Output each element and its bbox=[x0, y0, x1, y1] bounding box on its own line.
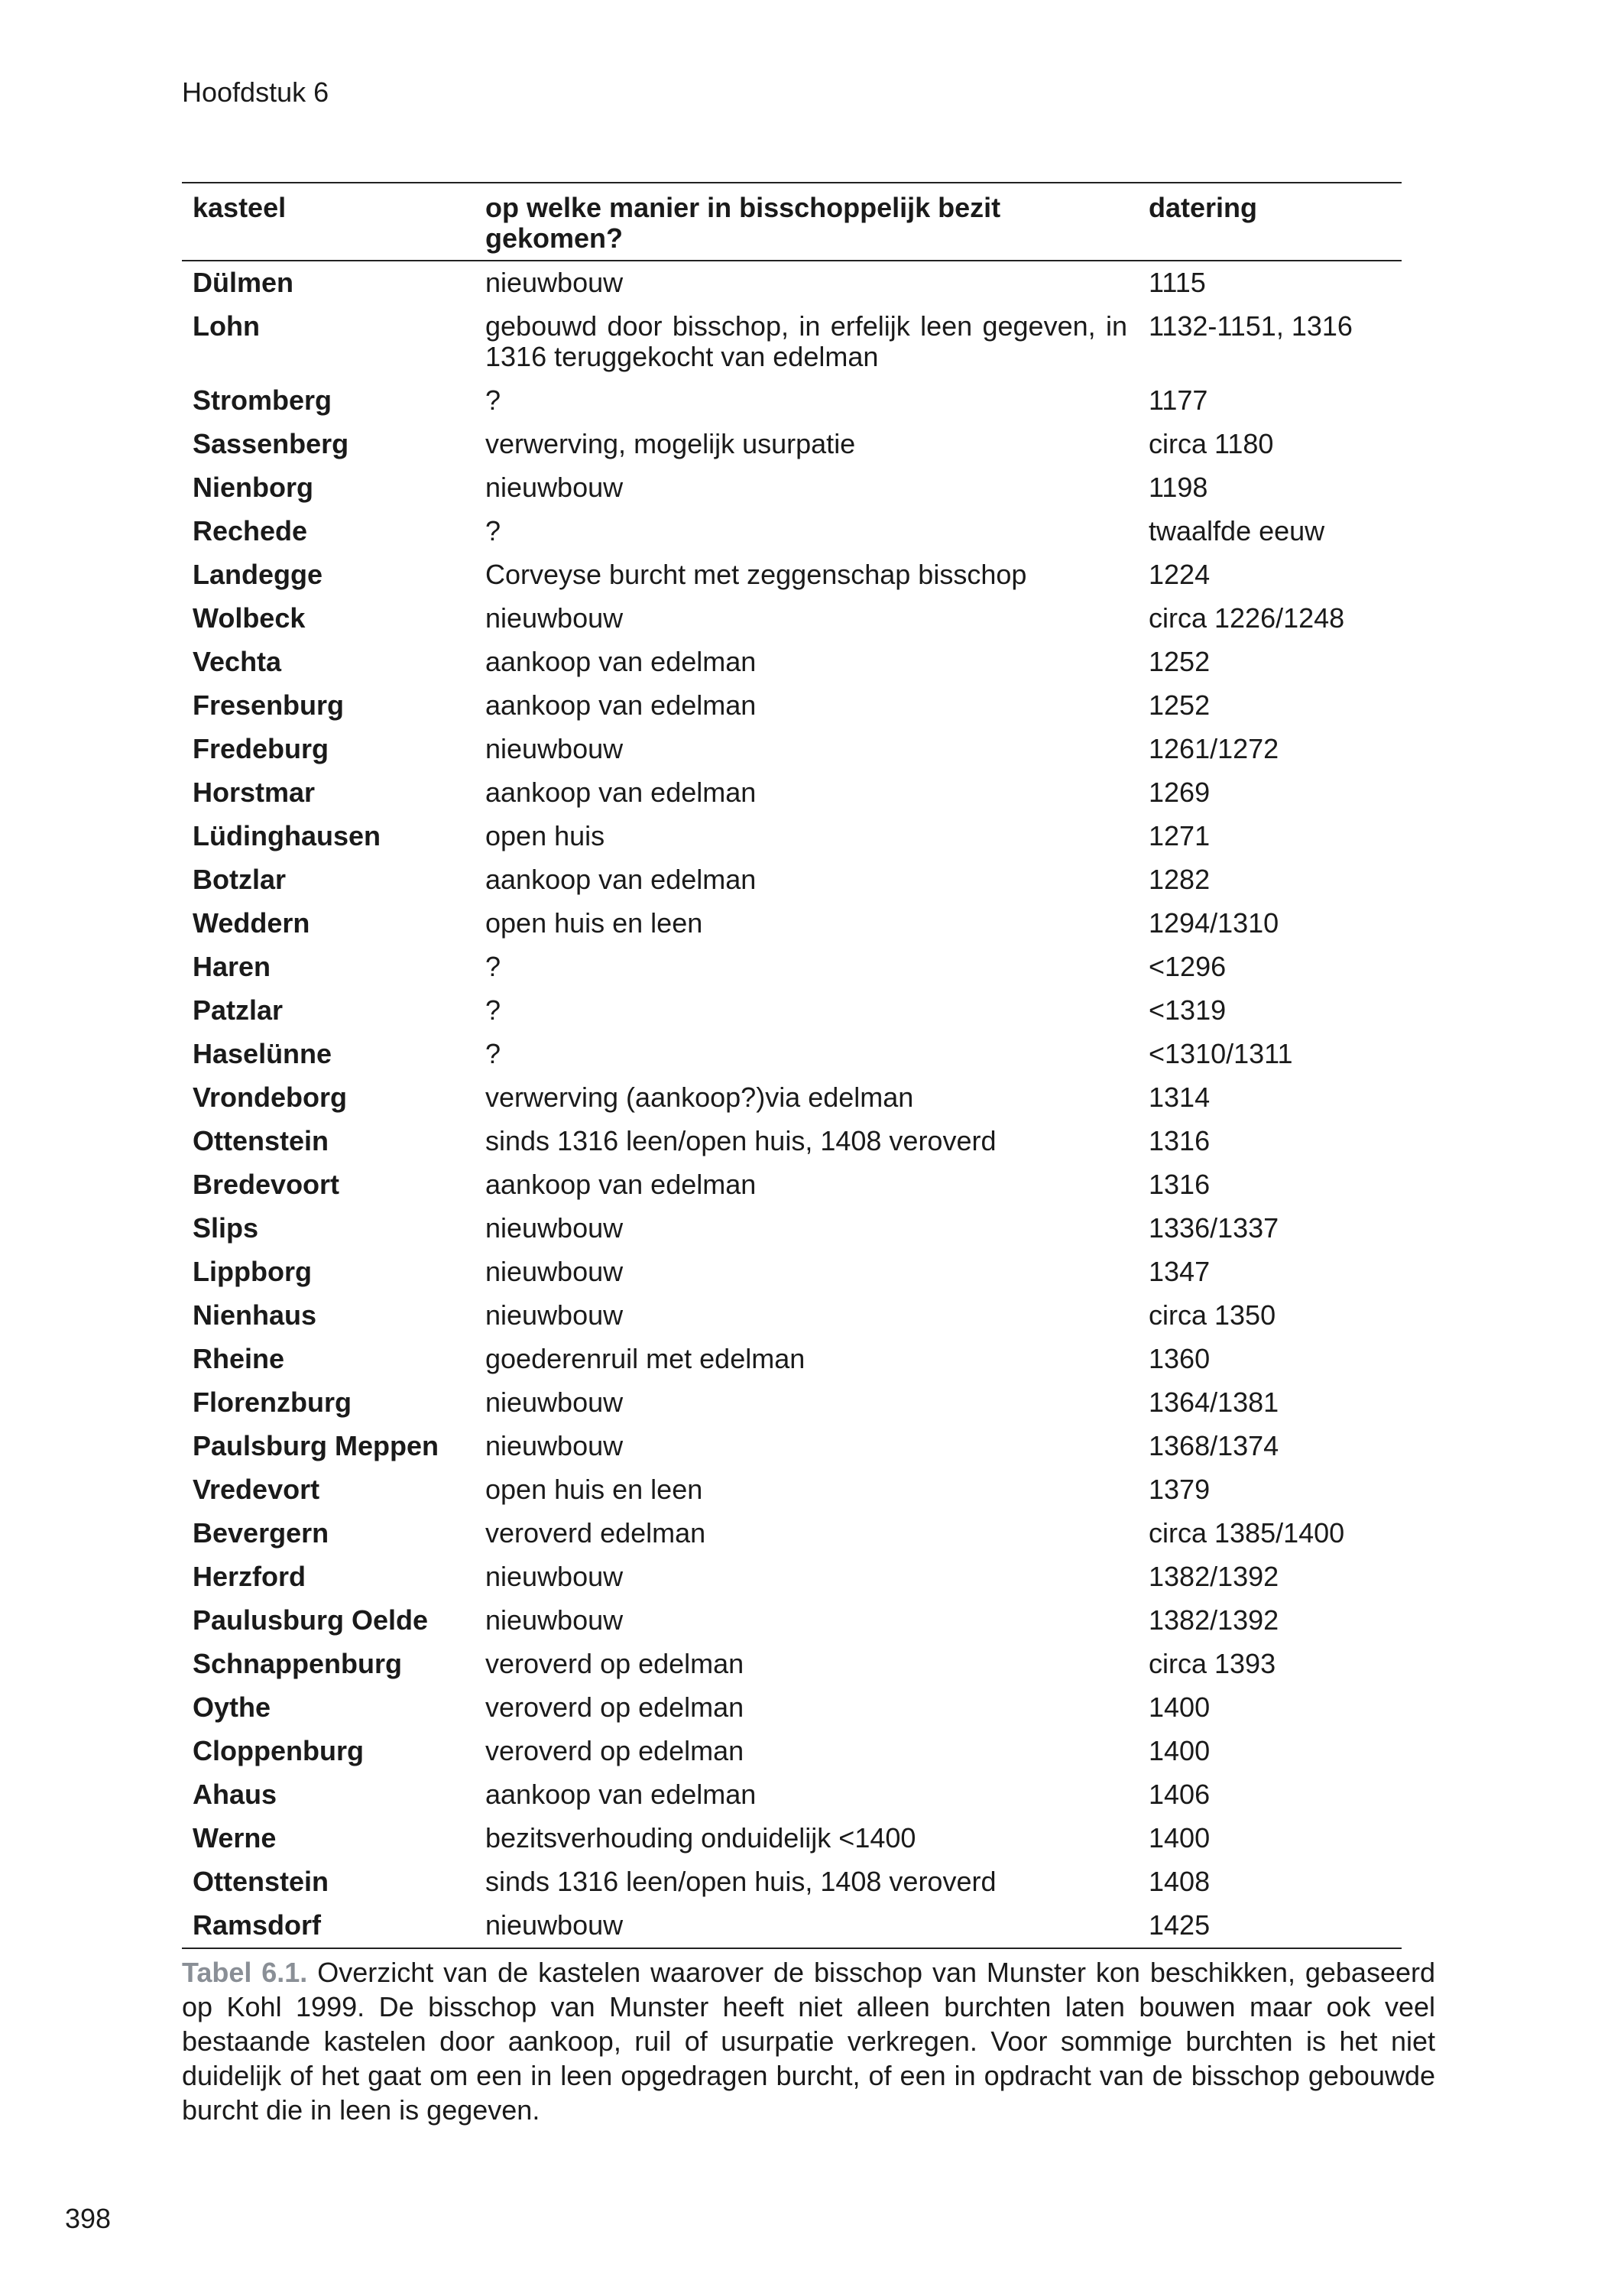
cell-datering: 1336/1337 bbox=[1149, 1212, 1279, 1244]
cell-manier: veroverd op edelman bbox=[485, 1648, 744, 1679]
cell-manier: ? bbox=[485, 951, 501, 982]
table-row bbox=[182, 305, 1402, 379]
cell-kasteel: Nienhaus bbox=[193, 1299, 317, 1331]
table-row bbox=[182, 1033, 1402, 1076]
table-row bbox=[182, 1773, 1402, 1817]
cell-datering: 1347 bbox=[1149, 1256, 1211, 1287]
cell-kasteel: Paulusburg Oelde bbox=[193, 1604, 429, 1636]
cell-kasteel: Dülmen bbox=[193, 267, 294, 298]
cell-kasteel: Haren bbox=[193, 951, 271, 982]
cell-manier: nieuwbouw bbox=[485, 602, 624, 634]
table-row bbox=[182, 1338, 1402, 1381]
cell-manier: gebouwd door bisschop, in erfelijk leen gegeven, in 1316 teruggekocht van edelman bbox=[485, 310, 1127, 372]
cell-datering: circa 1385/1400 bbox=[1149, 1517, 1345, 1549]
cell-kasteel: Ramsdorf bbox=[193, 1909, 322, 1941]
table-caption bbox=[182, 1955, 1435, 2127]
cell-kasteel: Nienborg bbox=[193, 472, 313, 503]
table-row bbox=[182, 553, 1402, 597]
cell-datering: circa 1180 bbox=[1149, 428, 1274, 459]
cell-manier: ? bbox=[485, 384, 501, 416]
cell-manier: aankoop van edelman bbox=[485, 777, 757, 808]
cell-kasteel: Paulsburg Meppen bbox=[193, 1430, 439, 1461]
cell-manier: nieuwbouw bbox=[485, 1387, 624, 1418]
cell-kasteel: Fresenburg bbox=[193, 689, 345, 721]
cell-datering: 1269 bbox=[1149, 777, 1211, 808]
cell-datering: 1115 bbox=[1149, 267, 1206, 298]
cell-kasteel: Cloppenburg bbox=[193, 1735, 364, 1766]
cell-kasteel: Wolbeck bbox=[193, 602, 306, 634]
cell-datering: 1400 bbox=[1149, 1822, 1211, 1854]
table-row bbox=[182, 1381, 1402, 1425]
table-row bbox=[182, 1250, 1402, 1294]
cell-kasteel: Ahaus bbox=[193, 1779, 277, 1810]
cell-kasteel: Rechede bbox=[193, 515, 308, 546]
cell-manier: aankoop van edelman bbox=[485, 1169, 757, 1200]
table-row bbox=[182, 510, 1402, 553]
cell-kasteel: Sassenberg bbox=[193, 428, 349, 459]
cell-manier: goederenruil met edelman bbox=[485, 1343, 806, 1374]
table-row bbox=[182, 466, 1402, 510]
cell-manier: sinds 1316 leen/open huis, 1408 veroverd bbox=[485, 1866, 997, 1897]
cell-datering: 1400 bbox=[1149, 1691, 1211, 1723]
cell-kasteel: Bredevoort bbox=[193, 1169, 340, 1200]
cell-datering: 1252 bbox=[1149, 646, 1211, 677]
table-row bbox=[182, 1207, 1402, 1250]
cell-manier: aankoop van edelman bbox=[485, 864, 757, 895]
table-row bbox=[182, 1294, 1402, 1338]
table-row bbox=[182, 1163, 1402, 1207]
cell-kasteel: Weddern bbox=[193, 907, 310, 939]
cell-manier: nieuwbouw bbox=[485, 1604, 624, 1636]
cell-kasteel: Ottenstein bbox=[193, 1125, 329, 1156]
cell-manier: nieuwbouw bbox=[485, 1430, 624, 1461]
cell-kasteel: Slips bbox=[193, 1212, 259, 1244]
cell-manier: aankoop van edelman bbox=[485, 646, 757, 677]
cell-manier: ? bbox=[485, 1038, 501, 1069]
cell-manier: open huis en leen bbox=[485, 907, 703, 939]
cell-kasteel: Lohn bbox=[193, 310, 260, 342]
column-header-manier: op welke manier in bisschoppelijk bezit gekomen? bbox=[485, 192, 1001, 254]
cell-manier: nieuwbouw bbox=[485, 1256, 624, 1287]
cell-kasteel: Stromberg bbox=[193, 384, 332, 416]
cell-datering: 1316 bbox=[1149, 1169, 1211, 1200]
table-row bbox=[182, 771, 1402, 815]
cell-datering: 1368/1374 bbox=[1149, 1430, 1279, 1461]
cell-datering: circa 1350 bbox=[1149, 1299, 1276, 1331]
table-row bbox=[182, 1904, 1402, 1948]
table-row bbox=[182, 815, 1402, 858]
cell-datering: 1271 bbox=[1149, 820, 1211, 851]
cell-datering: circa 1226/1248 bbox=[1149, 602, 1345, 634]
table-row bbox=[182, 1468, 1402, 1512]
cell-datering: <1310/1311 bbox=[1149, 1038, 1293, 1069]
cell-datering: circa 1393 bbox=[1149, 1648, 1276, 1679]
cell-datering: twaalfde eeuw bbox=[1149, 515, 1325, 546]
cell-datering: 1400 bbox=[1149, 1735, 1211, 1766]
running-head: Hoofdstuk 6 bbox=[182, 76, 329, 108]
cell-manier: veroverd edelman bbox=[485, 1517, 706, 1549]
cell-kasteel: Werne bbox=[193, 1822, 277, 1854]
cell-kasteel: Vechta bbox=[193, 646, 282, 677]
cell-datering: 1382/1392 bbox=[1149, 1604, 1279, 1636]
table-row bbox=[182, 1120, 1402, 1163]
cell-datering: 1177 bbox=[1149, 384, 1208, 416]
cell-kasteel: Schnappenburg bbox=[193, 1648, 403, 1679]
cell-datering: 1379 bbox=[1149, 1474, 1211, 1505]
cell-manier: nieuwbouw bbox=[485, 733, 624, 764]
page-number: 398 bbox=[65, 2203, 112, 2234]
cell-kasteel: Fredeburg bbox=[193, 733, 329, 764]
cell-manier: veroverd op edelman bbox=[485, 1735, 744, 1766]
castles-table bbox=[182, 182, 1402, 1949]
cell-kasteel: Haselünne bbox=[193, 1038, 332, 1069]
table-row bbox=[182, 858, 1402, 902]
cell-datering: 1360 bbox=[1149, 1343, 1211, 1374]
cell-manier: ? bbox=[485, 515, 501, 546]
castles-table-container bbox=[182, 182, 1402, 1949]
cell-manier: nieuwbouw bbox=[485, 1561, 624, 1592]
table-row bbox=[182, 1730, 1402, 1773]
table-row bbox=[182, 261, 1402, 305]
cell-kasteel: Florenzburg bbox=[193, 1387, 352, 1418]
table-body bbox=[182, 261, 1402, 1948]
cell-datering: 1406 bbox=[1149, 1779, 1211, 1810]
table-row bbox=[182, 1686, 1402, 1730]
cell-manier: nieuwbouw bbox=[485, 472, 624, 503]
cell-datering: <1319 bbox=[1149, 994, 1227, 1026]
table-row bbox=[182, 1860, 1402, 1904]
cell-kasteel: Vrondeborg bbox=[193, 1082, 348, 1113]
column-header-kasteel: kasteel bbox=[193, 192, 287, 223]
cell-datering: 1425 bbox=[1149, 1909, 1211, 1941]
cell-manier: aankoop van edelman bbox=[485, 1779, 757, 1810]
table-row bbox=[182, 1599, 1402, 1643]
table-row bbox=[182, 989, 1402, 1033]
table-row bbox=[182, 1425, 1402, 1468]
cell-manier: verwerving, mogelijk usurpatie bbox=[485, 428, 856, 459]
cell-kasteel: Horstmar bbox=[193, 777, 316, 808]
table-row bbox=[182, 902, 1402, 945]
table-row bbox=[182, 728, 1402, 771]
table-row bbox=[182, 379, 1402, 423]
table-row bbox=[182, 945, 1402, 989]
cell-datering: 1294/1310 bbox=[1149, 907, 1279, 939]
caption-label: Tabel 6.1. bbox=[182, 1957, 308, 1988]
table-row bbox=[182, 1555, 1402, 1599]
cell-datering: 1132-1151, 1316 bbox=[1149, 310, 1353, 342]
cell-kasteel: Patzlar bbox=[193, 994, 284, 1026]
cell-manier: Corveyse burcht met zeggenschap bisschop bbox=[485, 559, 1027, 590]
table-row bbox=[182, 1817, 1402, 1860]
cell-datering: 1382/1392 bbox=[1149, 1561, 1279, 1592]
cell-datering: 1408 bbox=[1149, 1866, 1211, 1897]
cell-datering: 1314 bbox=[1149, 1082, 1211, 1113]
cell-manier: nieuwbouw bbox=[485, 267, 624, 298]
cell-manier: aankoop van edelman bbox=[485, 689, 757, 721]
cell-kasteel: Vredevort bbox=[193, 1474, 320, 1505]
cell-manier: open huis en leen bbox=[485, 1474, 703, 1505]
table-row bbox=[182, 684, 1402, 728]
cell-manier: nieuwbouw bbox=[485, 1909, 624, 1941]
column-header-datering: datering bbox=[1149, 192, 1258, 223]
cell-manier: veroverd op edelman bbox=[485, 1691, 744, 1723]
table-row bbox=[182, 597, 1402, 641]
table-row bbox=[182, 1512, 1402, 1555]
caption-text: Overzicht van de kastelen waarover de bisschop van Munster kon beschikken, gebaseerd op Kohl 1999. De bisschop van Munster heeft niet alleen burchten laten bouwen maar ook veel bestaande kastelen door aankoop, ruil of usurpatie verkregen. Voor sommige burchten is het niet duidelijk of het gaat om een in leen opgedragen burcht, of een in opdracht van de bisschop gebouwde burcht die in leen is gegeven. bbox=[182, 1957, 1435, 2126]
cell-manier: sinds 1316 leen/open huis, 1408 veroverd bbox=[485, 1125, 997, 1156]
cell-kasteel: Landegge bbox=[193, 559, 323, 590]
cell-datering: 1224 bbox=[1149, 559, 1211, 590]
table-header bbox=[182, 183, 1402, 261]
cell-manier: nieuwbouw bbox=[485, 1212, 624, 1244]
cell-datering: 1282 bbox=[1149, 864, 1211, 895]
cell-kasteel: Bevergern bbox=[193, 1517, 329, 1549]
cell-datering: 1316 bbox=[1149, 1125, 1211, 1156]
cell-kasteel: Herzford bbox=[193, 1561, 306, 1592]
cell-kasteel: Oythe bbox=[193, 1691, 271, 1723]
table-header-row bbox=[182, 183, 1402, 261]
cell-datering: 1252 bbox=[1149, 689, 1211, 721]
cell-kasteel: Ottenstein bbox=[193, 1866, 329, 1897]
cell-kasteel: Rheine bbox=[193, 1343, 285, 1374]
cell-datering: 1198 bbox=[1149, 472, 1208, 503]
table-row bbox=[182, 423, 1402, 466]
cell-datering: 1364/1381 bbox=[1149, 1387, 1279, 1418]
table-row bbox=[182, 641, 1402, 684]
table-row bbox=[182, 1076, 1402, 1120]
cell-manier: verwerving (aankoop?)via edelman bbox=[485, 1082, 914, 1113]
cell-kasteel: Lippborg bbox=[193, 1256, 312, 1287]
cell-kasteel: Botzlar bbox=[193, 864, 287, 895]
cell-manier: bezitsverhouding onduidelijk <1400 bbox=[485, 1822, 916, 1854]
cell-manier: nieuwbouw bbox=[485, 1299, 624, 1331]
cell-datering: <1296 bbox=[1149, 951, 1227, 982]
cell-kasteel: Lüdinghausen bbox=[193, 820, 381, 851]
cell-datering: 1261/1272 bbox=[1149, 733, 1279, 764]
table-row bbox=[182, 1643, 1402, 1686]
cell-manier: open huis bbox=[485, 820, 605, 851]
cell-manier: ? bbox=[485, 994, 501, 1026]
